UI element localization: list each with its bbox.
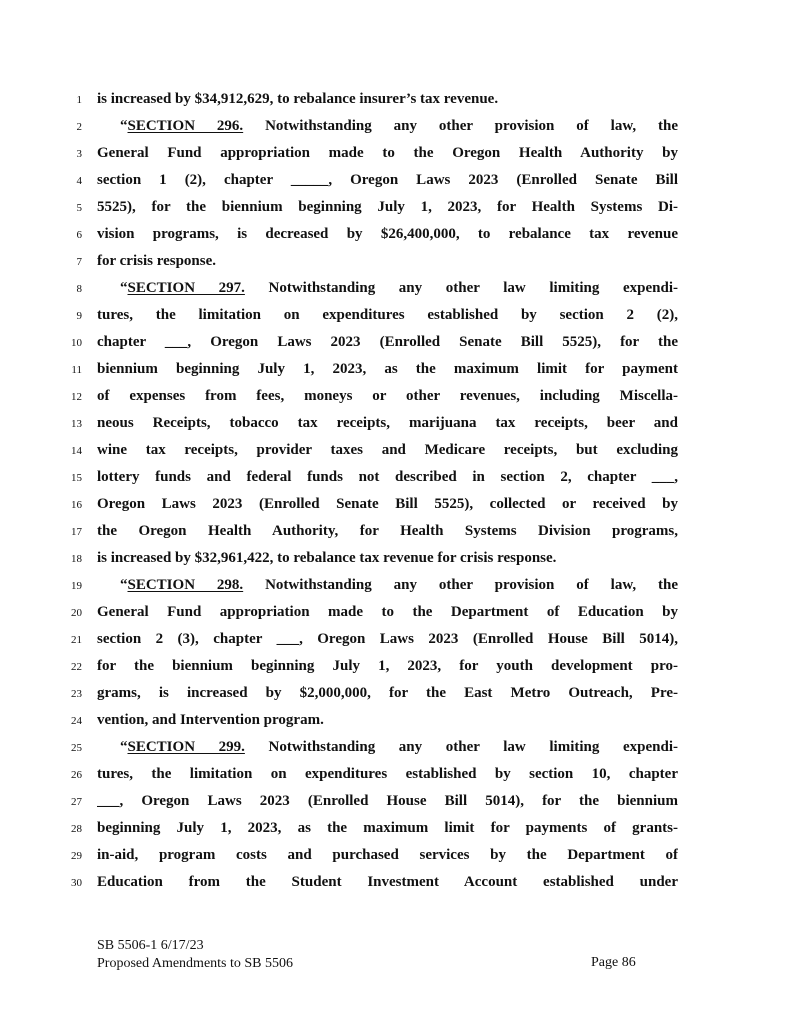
document-line: [0, 361, 800, 388]
section-heading: SECTION 299.: [127, 739, 245, 755]
line-number: 7: [76, 256, 82, 268]
text-run: Notwithstanding any other law limiting expendi-: [244, 739, 678, 755]
text-run: “: [120, 739, 128, 755]
document-line: [0, 307, 800, 334]
text-run: 5525), for the biennium beginning July 1, 2023, for Health Systems Di-: [97, 199, 678, 215]
document-line: [0, 226, 800, 253]
document-line: [0, 469, 800, 496]
line-number: 12: [71, 391, 82, 403]
line-text: [97, 145, 678, 165]
line-number: 13: [71, 418, 82, 430]
line-text: [97, 712, 678, 729]
line-text: [97, 361, 678, 381]
line-text: [97, 685, 678, 705]
document-line: [0, 334, 800, 361]
line-text: [120, 280, 678, 300]
line-text: [97, 793, 678, 813]
line-text: [97, 307, 678, 327]
section-heading: SECTION 298.: [127, 577, 244, 593]
line-number: 28: [71, 823, 82, 835]
line-text: [97, 496, 678, 516]
line-text: [120, 577, 678, 597]
line-number: 27: [71, 796, 82, 808]
line-text: [97, 550, 678, 567]
text-run: chapter ___, Oregon Laws 2023 (Enrolled Senate Bill 5525), for the: [97, 334, 678, 350]
document-line: [0, 91, 800, 118]
text-run: beginning July 1, 2023, as the maximum limit for payments of grants-: [97, 820, 678, 836]
text-run: in-aid, program costs and purchased services by the Department of: [97, 847, 678, 863]
line-number: 24: [71, 715, 82, 727]
line-number: 29: [71, 850, 82, 862]
text-run: “: [120, 118, 128, 134]
line-number: 6: [76, 229, 82, 241]
text-run: of expenses from fees, moneys or other revenues, including Miscella-: [97, 388, 678, 404]
document-line: [0, 550, 800, 577]
document-line: [0, 658, 800, 685]
line-number: 26: [71, 769, 82, 781]
document-line: [0, 604, 800, 631]
document-line: [0, 820, 800, 847]
line-number: 30: [71, 877, 82, 889]
line-text: [97, 91, 678, 108]
line-text: [97, 415, 678, 435]
text-run: section 1 (2), chapter _____, Oregon Laws 2023 (Enrolled Senate Bill: [97, 172, 678, 188]
text-run: General Fund appropriation made to the Oregon Health Authority by: [97, 145, 678, 161]
text-run: Education from the Student Investment Account established under: [97, 874, 678, 890]
section-heading: SECTION 296.: [127, 118, 244, 134]
text-run: for the biennium beginning July 1, 2023, for youth development pro-: [97, 658, 678, 674]
document-line: [0, 442, 800, 469]
line-number: 10: [71, 337, 82, 349]
document-line: [0, 253, 800, 280]
text-run: wine tax receipts, provider taxes and Medicare receipts, but excluding: [97, 442, 678, 458]
text-run: Oregon Laws 2023 (Enrolled Senate Bill 5525), collected or received by: [97, 496, 678, 512]
line-text: [97, 604, 678, 624]
text-run: section 2 (3), chapter ___, Oregon Laws 2023 (Enrolled House Bill 5014),: [97, 631, 678, 647]
line-text: [97, 199, 678, 219]
line-number: 19: [71, 580, 82, 592]
text-run: General Fund appropriation made to the Department of Education by: [97, 604, 678, 620]
text-run: lottery funds and federal funds not described in section 2, chapter ___,: [97, 469, 678, 485]
line-text: [120, 739, 678, 759]
text-run: Notwithstanding any other provision of law, the: [243, 118, 678, 134]
line-number: 11: [71, 364, 82, 376]
text-run: tures, the limitation on expenditures established by section 2 (2),: [97, 307, 678, 323]
page-number: Page 86: [591, 955, 636, 970]
footer-bill-id: SB 5506-1 6/17/23: [97, 938, 204, 953]
text-run: ___, Oregon Laws 2023 (Enrolled House Bill 5014), for the biennium: [97, 793, 678, 809]
text-run: Notwithstanding any other provision of law, the: [243, 577, 678, 593]
line-number: 20: [71, 607, 82, 619]
line-text: [97, 334, 678, 354]
text-run: vention, and Intervention program.: [97, 712, 324, 728]
text-run: is increased by $32,961,422, to rebalance tax revenue for crisis response.: [97, 550, 557, 566]
document-line: [0, 712, 800, 739]
document-line: [0, 415, 800, 442]
document-line: [0, 199, 800, 226]
line-text: [97, 874, 678, 894]
document-line: [0, 685, 800, 712]
text-run: “: [120, 280, 128, 296]
text-run: biennium beginning July 1, 2023, as the maximum limit for payment: [97, 361, 678, 377]
line-text: [97, 226, 678, 246]
line-text: [97, 523, 678, 543]
line-text: [97, 847, 678, 867]
line-number: 17: [71, 526, 82, 538]
line-text: [97, 253, 678, 270]
document-line: [0, 631, 800, 658]
line-number: 4: [76, 175, 82, 187]
line-text: [97, 631, 678, 651]
line-number: 1: [76, 94, 82, 106]
line-text: [97, 442, 678, 462]
document-line: [0, 388, 800, 415]
text-run: grams, is increased by $2,000,000, for the East Metro Outreach, Pre-: [97, 685, 678, 701]
document-line: [0, 496, 800, 523]
line-number: 3: [76, 148, 82, 160]
footer-title: Proposed Amendments to SB 5506: [97, 956, 294, 971]
document-line: [0, 739, 800, 766]
line-number: 21: [71, 634, 82, 646]
document-line: [0, 145, 800, 172]
document-line: [0, 523, 800, 550]
text-run: for crisis response.: [97, 253, 217, 269]
line-number: 23: [71, 688, 82, 700]
section-heading: SECTION 297.: [127, 280, 245, 296]
line-number: 25: [71, 742, 82, 754]
line-text: [97, 388, 678, 408]
text-run: tures, the limitation on expenditures established by section 10, chapter: [97, 766, 678, 782]
document-line: [0, 847, 800, 874]
line-text: [97, 766, 678, 786]
text-run: the Oregon Health Authority, for Health Systems Division programs,: [97, 523, 678, 539]
line-number: 8: [76, 283, 82, 295]
line-text: [97, 469, 678, 489]
line-text: [97, 820, 678, 840]
line-text: [120, 118, 678, 138]
document-line: [0, 118, 800, 145]
line-number: 18: [71, 553, 82, 565]
line-number: 22: [71, 661, 82, 673]
document-line: [0, 766, 800, 793]
line-number: 14: [71, 445, 82, 457]
document-line: [0, 577, 800, 604]
line-text: [97, 172, 678, 192]
document-line: [0, 874, 800, 901]
text-run: is increased by $34,912,629, to rebalance insurer’s tax revenue.: [97, 91, 499, 107]
text-run: vision programs, is decreased by $26,400,000, to rebalance tax revenue: [97, 226, 678, 242]
line-number: 9: [76, 310, 82, 322]
line-number: 5: [76, 202, 82, 214]
line-number: 2: [76, 121, 82, 133]
line-number: 16: [71, 499, 82, 511]
document-line: [0, 793, 800, 820]
text-run: “: [120, 577, 128, 593]
line-number: 15: [71, 472, 82, 484]
document-line: [0, 280, 800, 307]
text-run: neous Receipts, tobacco tax receipts, marijuana tax receipts, beer and: [97, 415, 678, 431]
text-run: Notwithstanding any other law limiting expendi-: [244, 280, 678, 296]
line-text: [97, 658, 678, 678]
document-line: [0, 172, 800, 199]
